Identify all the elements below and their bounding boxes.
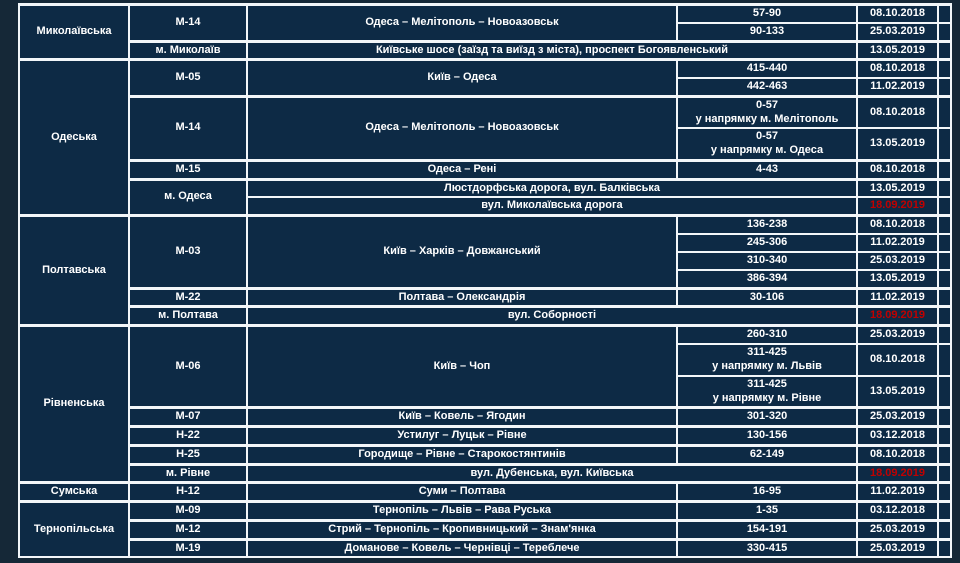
- km-range-cell: 130-156: [677, 427, 857, 446]
- spacer-cell: [938, 179, 951, 197]
- date-cell: 18.09.2019: [857, 464, 938, 483]
- spacer-cell: [938, 96, 951, 128]
- date-cell: 03.12.2018: [857, 502, 938, 521]
- km-range-cell: 311-425 у напрямку м. Львів: [677, 344, 857, 376]
- date-cell: 11.02.2019: [857, 483, 938, 502]
- table-row: [19, 60, 951, 78]
- road-code-cell: М-05: [129, 60, 247, 97]
- spacer-cell: [938, 197, 951, 215]
- date-cell: 13.05.2019: [857, 376, 938, 408]
- date-cell: 25.03.2019: [857, 520, 938, 539]
- table-row: [19, 502, 951, 521]
- spacer-cell: [938, 539, 951, 557]
- table-row: [19, 5, 951, 23]
- date-cell: 25.03.2019: [857, 252, 938, 270]
- route-cell: Стрий – Тернопіль – Кропивницький – Знам'янка: [247, 520, 677, 539]
- road-code-cell: Н-25: [129, 445, 247, 464]
- km-range-cell: 330-415: [677, 539, 857, 557]
- table-row: [19, 179, 951, 197]
- date-cell: 11.02.2019: [857, 234, 938, 252]
- route-cell: Київ – Харків – Довжанський: [247, 216, 677, 289]
- road-repair-table: [18, 3, 952, 558]
- road-code-cell: М-14: [129, 96, 247, 160]
- road-code-cell: м. Одеса: [129, 179, 247, 216]
- km-range-cell: 386-394: [677, 270, 857, 288]
- date-cell: 18.09.2019: [857, 197, 938, 215]
- route-cell: Київ – Одеса: [247, 60, 677, 97]
- road-code-cell: М-03: [129, 216, 247, 289]
- date-cell: 11.02.2019: [857, 288, 938, 307]
- km-range-cell: 90-133: [677, 23, 857, 41]
- route-cell: Київ – Ковель – Ягодин: [247, 408, 677, 427]
- oblast-cell: Сумська: [19, 483, 129, 502]
- spacer-cell: [938, 502, 951, 521]
- km-range-cell: 0-57 у напрямку м. Одеса: [677, 128, 857, 160]
- road-code-cell: м. Миколаїв: [129, 41, 247, 60]
- road-code-cell: М-19: [129, 539, 247, 557]
- km-range-cell: 16-95: [677, 483, 857, 502]
- date-cell: 13.05.2019: [857, 179, 938, 197]
- date-cell: 08.10.2018: [857, 160, 938, 179]
- date-cell: 25.03.2019: [857, 326, 938, 344]
- spacer-cell: [938, 445, 951, 464]
- date-cell: 25.03.2019: [857, 408, 938, 427]
- date-cell: 08.10.2018: [857, 5, 938, 23]
- table-row: [19, 160, 951, 179]
- road-code-cell: м. Полтава: [129, 307, 247, 326]
- table-row: [19, 96, 951, 128]
- table-row: [19, 539, 951, 557]
- table-row: [19, 408, 951, 427]
- route-cell: Одеса – Мелітополь – Новоазовськ: [247, 5, 677, 42]
- spacer-cell: [938, 520, 951, 539]
- table-row: [19, 445, 951, 464]
- spacer-cell: [938, 23, 951, 41]
- table-row: [19, 483, 951, 502]
- km-range-cell: 1-35: [677, 502, 857, 521]
- table-row: [19, 307, 951, 326]
- spacer-cell: [938, 427, 951, 446]
- route-cell: Київ – Чоп: [247, 326, 677, 408]
- route-cell: Доманове – Ковель – Чернівці – Тереблече: [247, 539, 677, 557]
- date-cell: 13.05.2019: [857, 128, 938, 160]
- km-range-cell: 30-106: [677, 288, 857, 307]
- oblast-cell: Миколаївська: [19, 5, 129, 60]
- route-cell: Одеса – Рені: [247, 160, 677, 179]
- km-range-cell: 57-90: [677, 5, 857, 23]
- spacer-cell: [938, 5, 951, 23]
- date-cell: 11.02.2019: [857, 78, 938, 96]
- route-cell: Городище – Рівне – Старокостянтинів: [247, 445, 677, 464]
- spacer-cell: [938, 326, 951, 344]
- spacer-cell: [938, 216, 951, 234]
- date-cell: 08.10.2018: [857, 96, 938, 128]
- date-cell: 18.09.2019: [857, 307, 938, 326]
- km-range-cell: 136-238: [677, 216, 857, 234]
- table-row: [19, 41, 951, 60]
- spacer-cell: [938, 270, 951, 288]
- route-cell: вул. Дубенська, вул. Київська: [247, 464, 857, 483]
- km-range-cell: 301-320: [677, 408, 857, 427]
- route-cell: Люстдорфська дорога, вул. Балківська: [247, 179, 857, 197]
- date-cell: 13.05.2019: [857, 270, 938, 288]
- road-code-cell: Н-22: [129, 427, 247, 446]
- spacer-cell: [938, 464, 951, 483]
- spacer-cell: [938, 288, 951, 307]
- km-range-cell: 62-149: [677, 445, 857, 464]
- route-cell: Полтава – Олександрія: [247, 288, 677, 307]
- spacer-cell: [938, 78, 951, 96]
- route-cell: Тернопіль – Львів – Рава Руська: [247, 502, 677, 521]
- date-cell: 25.03.2019: [857, 539, 938, 557]
- road-code-cell: м. Рівне: [129, 464, 247, 483]
- road-code-cell: М-12: [129, 520, 247, 539]
- road-code-cell: Н-12: [129, 483, 247, 502]
- km-range-cell: 154-191: [677, 520, 857, 539]
- table-row: [19, 288, 951, 307]
- spacer-cell: [938, 252, 951, 270]
- spacer-cell: [938, 60, 951, 78]
- route-cell: Одеса – Мелітополь – Новоазовськ: [247, 96, 677, 160]
- oblast-cell: Рівненська: [19, 326, 129, 483]
- route-cell: Суми – Полтава: [247, 483, 677, 502]
- km-range-cell: 311-425 у напрямку м. Рівне: [677, 376, 857, 408]
- table-row: [19, 216, 951, 234]
- spacer-cell: [938, 344, 951, 376]
- spacer-cell: [938, 408, 951, 427]
- km-range-cell: 310-340: [677, 252, 857, 270]
- road-code-cell: М-06: [129, 326, 247, 408]
- oblast-cell: Одеська: [19, 60, 129, 216]
- km-range-cell: 0-57 у напрямку м. Мелітополь: [677, 96, 857, 128]
- table-row: [19, 326, 951, 344]
- date-cell: 08.10.2018: [857, 445, 938, 464]
- km-range-cell: 415-440: [677, 60, 857, 78]
- table-row: [19, 427, 951, 446]
- route-cell: вул. Миколаївська дорога: [247, 197, 857, 215]
- spacer-cell: [938, 307, 951, 326]
- route-cell: вул. Соборності: [247, 307, 857, 326]
- table-row: [19, 464, 951, 483]
- spacer-cell: [938, 234, 951, 252]
- route-cell: Київське шосе (заїзд та виїзд з міста), проспект Богоявленський: [247, 41, 857, 60]
- date-cell: 08.10.2018: [857, 60, 938, 78]
- spacer-cell: [938, 160, 951, 179]
- date-cell: 08.10.2018: [857, 216, 938, 234]
- spacer-cell: [938, 376, 951, 408]
- date-cell: 25.03.2019: [857, 23, 938, 41]
- date-cell: 03.12.2018: [857, 427, 938, 446]
- date-cell: 13.05.2019: [857, 41, 938, 60]
- spacer-cell: [938, 128, 951, 160]
- route-cell: Устилуг – Луцьк – Рівне: [247, 427, 677, 446]
- km-range-cell: 4-43: [677, 160, 857, 179]
- road-code-cell: М-09: [129, 502, 247, 521]
- road-code-cell: М-14: [129, 5, 247, 42]
- table-row: [19, 520, 951, 539]
- oblast-cell: Тернопільська: [19, 502, 129, 558]
- km-range-cell: 442-463: [677, 78, 857, 96]
- oblast-cell: Полтавська: [19, 216, 129, 326]
- road-code-cell: М-22: [129, 288, 247, 307]
- km-range-cell: 245-306: [677, 234, 857, 252]
- spacer-cell: [938, 41, 951, 60]
- spacer-cell: [938, 483, 951, 502]
- road-code-cell: М-15: [129, 160, 247, 179]
- date-cell: 08.10.2018: [857, 344, 938, 376]
- km-range-cell: 260-310: [677, 326, 857, 344]
- road-code-cell: М-07: [129, 408, 247, 427]
